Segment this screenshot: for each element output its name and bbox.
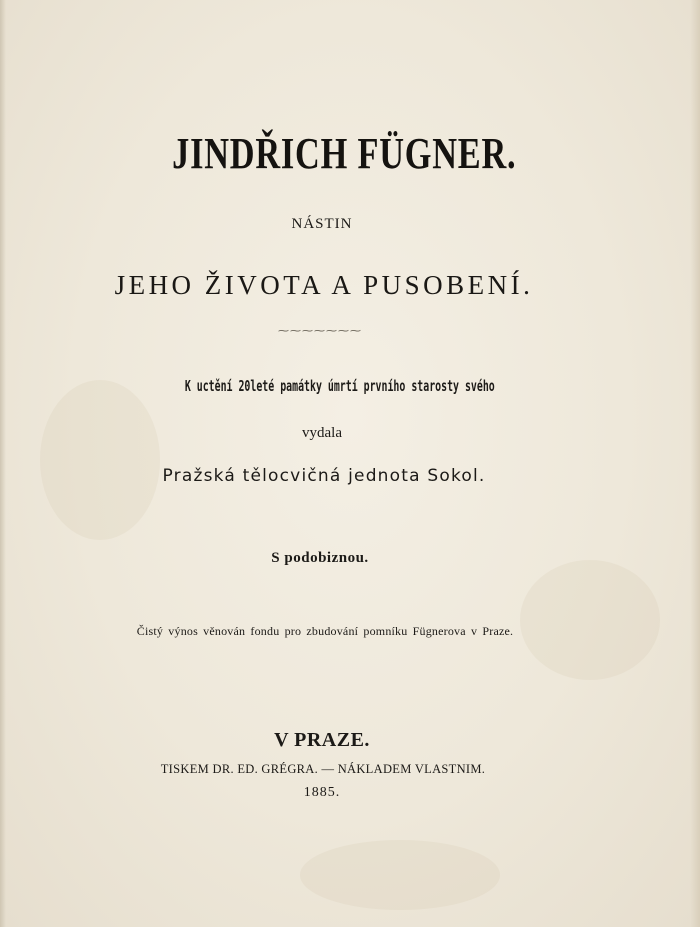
paper-stain: [40, 380, 160, 540]
paper-stain: [300, 840, 500, 910]
page-edge-right: [690, 0, 700, 927]
portrait-note: S podobiznou.: [271, 550, 369, 566]
book-subtitle: JEHO ŽIVOTA A PUSOBENÍ.: [114, 270, 534, 300]
ornament-divider: ⁓⁓⁓⁓⁓⁓⁓: [278, 324, 362, 337]
imprint-year: 1885.: [303, 785, 341, 800]
dedication-line: K uctění 20leté památky úmrtí prvního starosty svého: [184, 377, 495, 395]
imprint-printer: TISKEM DR. ED. GRÉGRA. — NÁKLADEM VLASTNIM.: [160, 762, 486, 776]
nastin-label: NÁSTIN: [291, 216, 353, 232]
proceeds-note: Čistý výnos věnován fondu pro zbudování pomníku Fügnerova v Praze.: [136, 624, 514, 638]
book-title: JINDŘICH FÜGNER.: [172, 129, 517, 178]
imprint-city: V PRAZE.: [274, 729, 370, 751]
paper-stain: [520, 560, 660, 680]
published-by-label: vydala: [302, 425, 342, 441]
publisher-name: Pražská tělocvičná jednota Sokol.: [162, 466, 486, 486]
